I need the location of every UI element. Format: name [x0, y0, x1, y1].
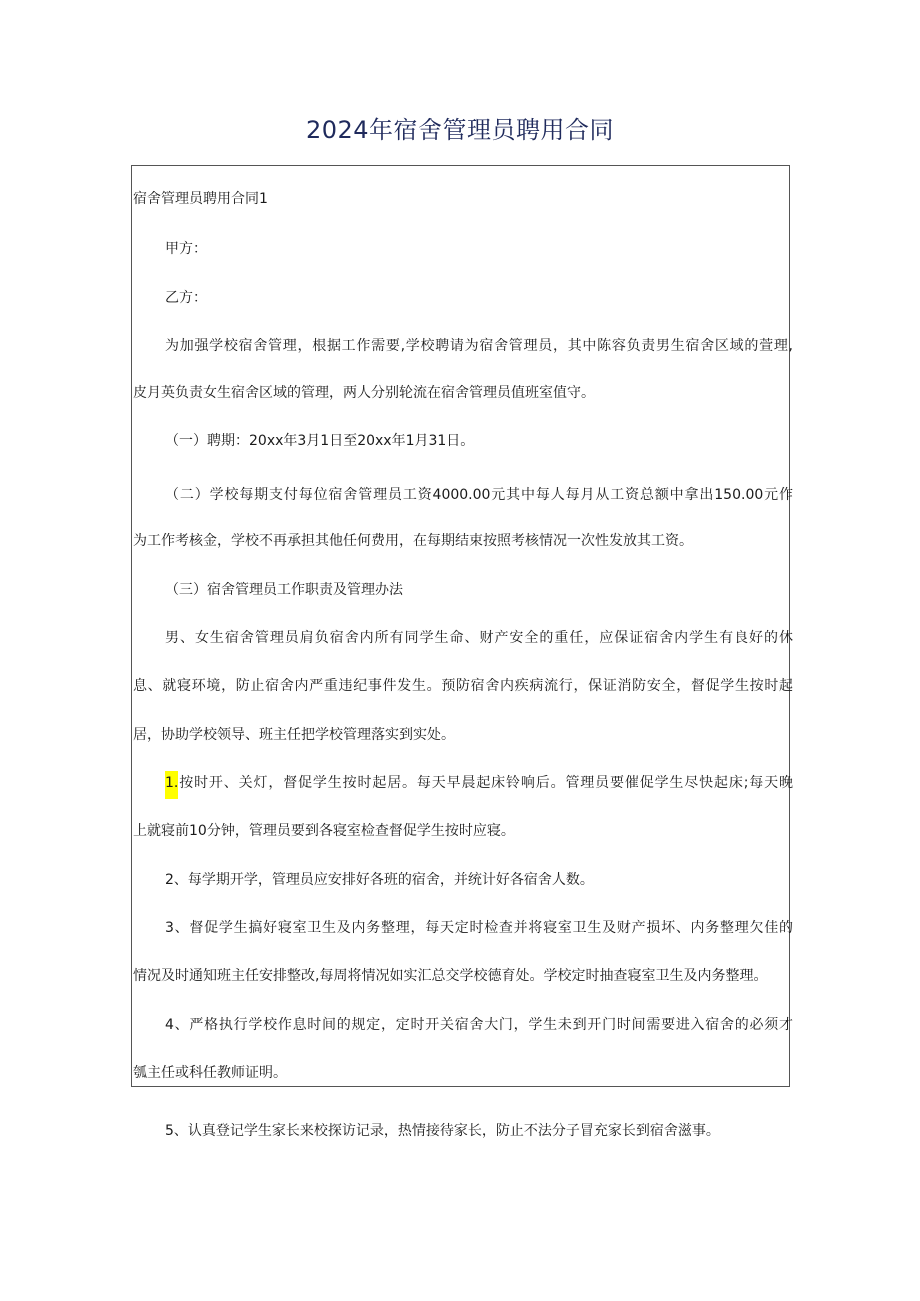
- item-1-line-1: [133, 773, 793, 793]
- party-b-label: 乙方：: [165, 290, 207, 306]
- intro-paragraph-line-2: 皮月英负责女生宿舍区域的管理，两人分别轮流在宿舍管理员值班室值守。: [133, 385, 595, 401]
- item-3-line-2: 情况及时通知班主任安排整改,每周将情况如实汇总交学校德育处。学校定时抽查寝室卫生及内务整理。: [133, 968, 768, 984]
- item-4-line-2: 瓠主任或科任教师证明。: [133, 1065, 287, 1081]
- item-1-number-highlight: 1.: [165, 771, 178, 799]
- item-2: 2、每学期开学，管理员应安排好各班的宿舍，并统计好各宿舍人数。: [165, 872, 594, 888]
- document-title: 2024年宿舍管理员聘用合同: [305, 116, 615, 144]
- salary-clause-line-1: （二）学校每期支付每位宿舍管理员工资4000.00元其中每人每月从工资总额中拿出150.00元作: [165, 487, 793, 503]
- salary-clause-line-2: 为工作考核金，学校不再承担其他任何费用，在每期结束按照考核情况一次性发放其工资。: [133, 533, 693, 549]
- item-1-text: 按时开、关灯，督促学生按时起居。每天早晨起床铃响后。管理员要催促学生尽快起床;每天晚: [178, 775, 793, 791]
- intro-paragraph-line-1: 为加强学校宿舍管理，根据工作需要,学校聘请为宿舍管理员，其中陈容负责男生宿舍区域的萱理,: [165, 338, 793, 354]
- term-clause: （一）聘期：20xx年3月1日至20xx年1月31日。: [165, 433, 475, 449]
- duties-paragraph-line-3: 居，协助学校领导、班主任把学校管理落实到实处。: [133, 727, 455, 743]
- duties-paragraph-line-2: 息、就寝环境，防止宿舍内严重违纪事件发生。预防宿舍内疾病流行，保证消防安全，督促学生按时起: [133, 678, 793, 694]
- item-1-line-2: 上就寝前10分钟，管理员要到各寝室检查督促学生按时应寝。: [133, 823, 515, 839]
- duties-paragraph-line-1: 男、女生宿舍管理员肩负宿舍内所有同学生命、财产安全的重任，应保证宿舍内学生有良好的休: [165, 630, 793, 646]
- item-4-line-1: 4、严格执行学校作息时间的规定，定时开关宿舍大门，学生未到开门时间需要进入宿舍的必须才: [165, 1017, 793, 1033]
- party-a-label: 甲方：: [165, 241, 207, 257]
- item-3-line-1: 3、督促学生搞好寝室卫生及内务整理，每天定时检查并将寝室卫生及财产损坏、内务整理欠佳的: [165, 920, 793, 936]
- contract-subtitle: 宿舍管理员聘用合同1: [133, 191, 268, 207]
- duties-heading: （三）宿舍管理员工作职责及管理办法: [165, 582, 403, 598]
- item-5: 5、认真登记学生家长来校探访记录，热情接待家长，防止不法分子冒充家长到宿舍滋事。: [165, 1123, 720, 1139]
